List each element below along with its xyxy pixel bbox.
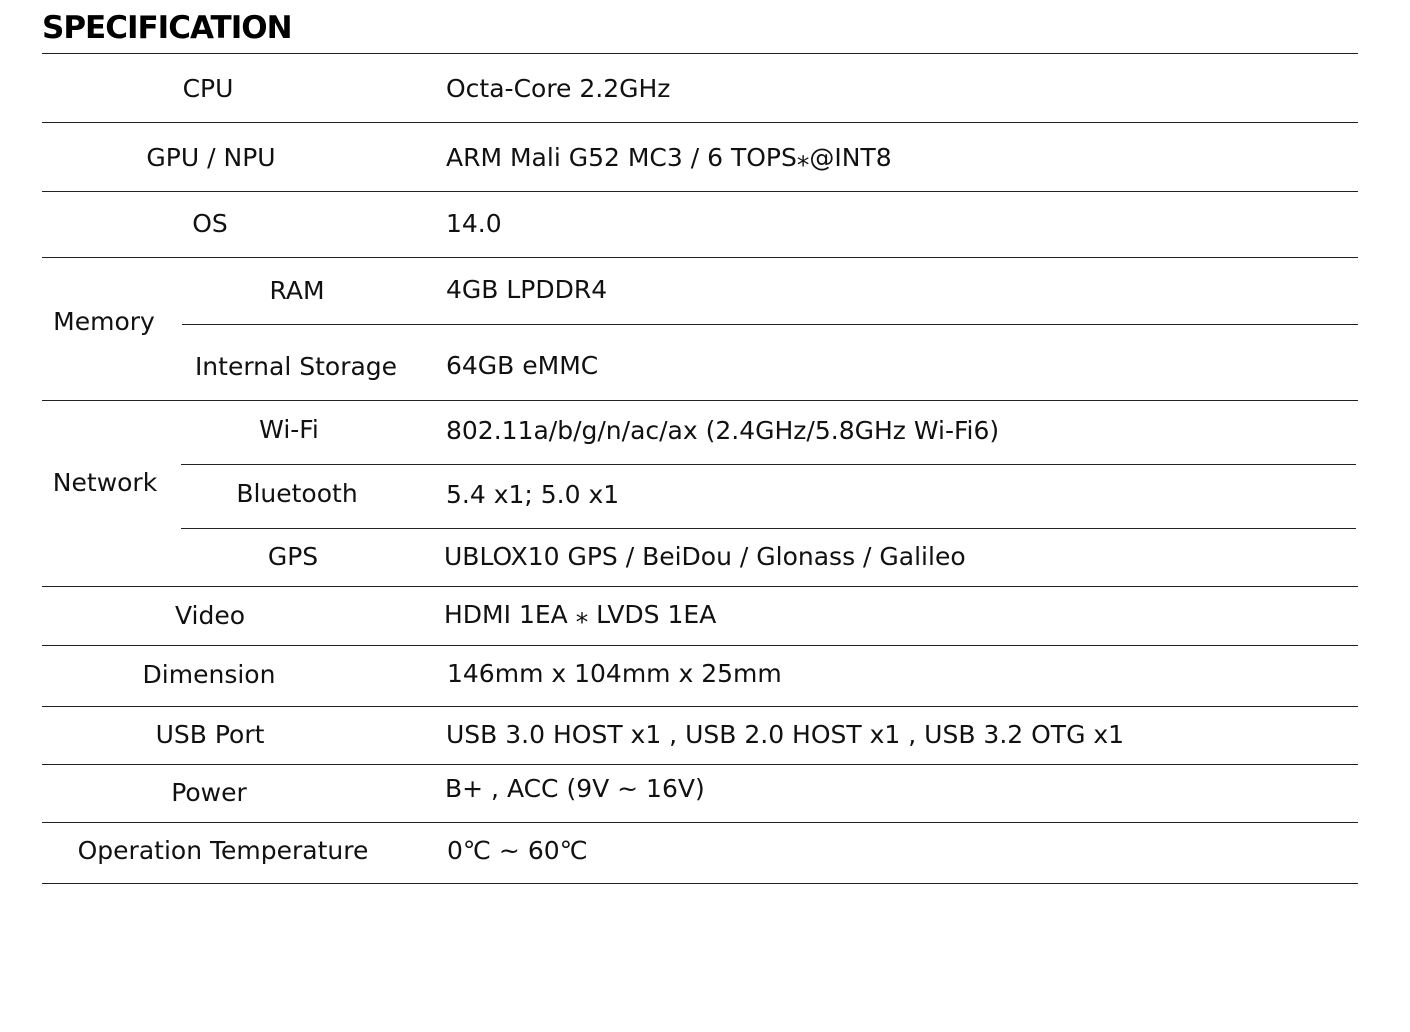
operation-temperature-label: Operation Temperature	[77, 836, 369, 865]
sub-row-divider	[182, 324, 1358, 325]
bluetooth-label: Bluetooth	[236, 479, 358, 508]
page-title: SPECIFICATION	[42, 10, 292, 46]
row-divider	[42, 257, 1358, 258]
gpu-npu-value: ARM Mali G52 MC3 / 6 TOPS⁎@INT8	[446, 143, 892, 172]
wifi-label: Wi-Fi	[259, 415, 319, 444]
network-group-label: Network	[52, 468, 158, 497]
row-divider	[42, 122, 1358, 123]
dimension-value: 146mm x 104mm x 25mm	[447, 659, 782, 688]
cpu-value: Octa-Core 2.2GHz	[446, 74, 671, 103]
table-bottom-rule	[42, 883, 1358, 884]
row-divider	[42, 400, 1358, 401]
video-value: HDMI 1EA ⁎ LVDS 1EA	[444, 600, 717, 629]
gps-value: UBLOX10 GPS / BeiDou / Glonass / Galileo	[444, 542, 966, 571]
ram-value: 4GB LPDDR4	[446, 275, 608, 304]
bluetooth-value: 5.4 x1; 5.0 x1	[446, 480, 620, 509]
row-divider	[42, 191, 1358, 192]
gpu-npu-label: GPU / NPU	[146, 143, 276, 172]
row-divider	[42, 706, 1358, 707]
power-value: B+ , ACC (9V ~ 16V)	[445, 774, 705, 803]
os-value: 14.0	[446, 209, 502, 238]
power-label: Power	[171, 778, 247, 807]
sub-row-divider	[181, 528, 1356, 529]
table-top-rule	[42, 53, 1358, 54]
operation-temperature-value: 0℃ ~ 60℃	[447, 836, 588, 865]
wifi-value: 802.11a/b/g/n/ac/ax (2.4GHz/5.8GHz Wi-Fi6)	[446, 416, 1000, 445]
ram-label: RAM	[269, 276, 325, 305]
internal-storage-label: Internal Storage	[194, 352, 398, 381]
row-divider	[42, 645, 1358, 646]
memory-group-label: Memory	[53, 307, 155, 336]
internal-storage-value: 64GB eMMC	[446, 351, 599, 380]
usb-port-label: USB Port	[155, 720, 265, 749]
usb-port-value: USB 3.0 HOST x1 , USB 2.0 HOST x1 , USB 3.2 OTG x1	[446, 720, 1125, 749]
dimension-label: Dimension	[142, 660, 276, 689]
row-divider	[42, 822, 1358, 823]
gps-label: GPS	[267, 542, 319, 571]
row-divider	[42, 764, 1358, 765]
video-label: Video	[174, 601, 246, 630]
os-label: OS	[192, 209, 228, 238]
row-divider	[42, 586, 1358, 587]
sub-row-divider	[181, 464, 1356, 465]
cpu-label: CPU	[182, 74, 234, 103]
